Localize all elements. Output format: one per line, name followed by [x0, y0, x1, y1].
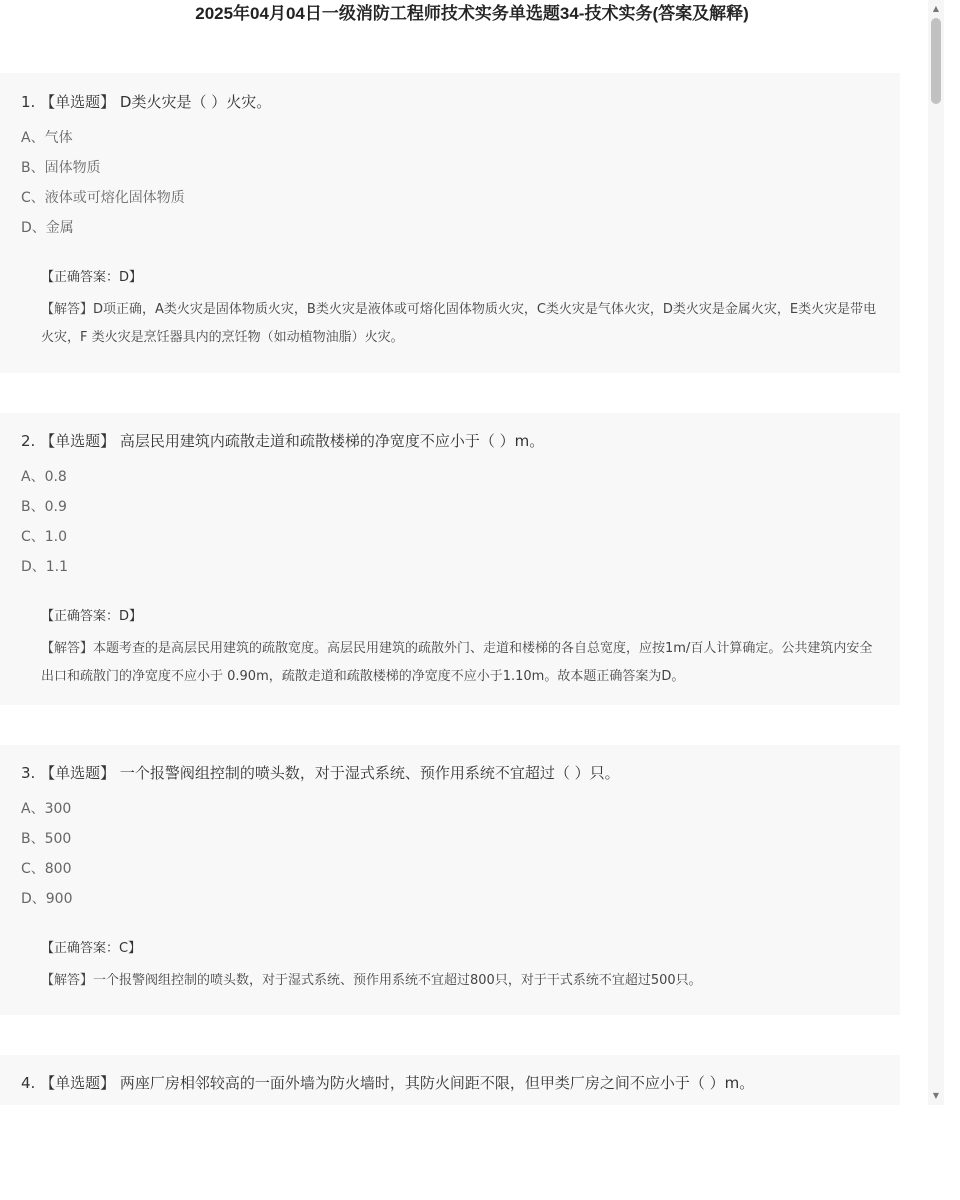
page-title: 2025年04月04日一级消防工程师技术实务单选题34-技术实务(答案及解释) [195, 4, 749, 23]
option-d: D、金属 [21, 220, 74, 236]
question-header [21, 1072, 754, 1093]
answer-explanation: 【解答】一个报警阀组控制的喷头数，对于湿式系统、预作用系统不宜超过800只，对于干式系统不宜超过500只。 [41, 973, 702, 988]
question-stem: 两座厂房相邻较高的一面外墙为防火墙时，其防火间距不限，但甲类厂房之间不应小于（ ）m。 [119, 1074, 755, 1092]
scroll-down-icon[interactable]: ▼ [932, 1091, 940, 1100]
question-type: 【单选题】 [40, 764, 116, 782]
option-b: B、500 [21, 831, 72, 847]
option-a: A、300 [21, 801, 72, 817]
option-c: C、液体或可熔化固体物质 [21, 190, 185, 206]
option-a: A、气体 [21, 130, 73, 146]
question-card-3 [0, 745, 900, 1015]
option-d: D、900 [21, 891, 73, 907]
correct-answer: 【正确答案：D】 [41, 270, 143, 285]
question-stem: 一个报警阀组控制的喷头数，对于湿式系统、预作用系统不宜超过（ ）只。 [119, 764, 620, 782]
question-type: 【单选题】 [40, 93, 116, 111]
question-number: 2. [21, 432, 36, 450]
option-a: A、0.8 [21, 469, 67, 485]
option-d: D、1.1 [21, 559, 69, 575]
scrollbar-thumb[interactable] [931, 18, 941, 104]
option-b: B、固体物质 [21, 160, 101, 176]
question-card-2 [0, 413, 900, 705]
vertical-scrollbar[interactable] [928, 0, 944, 1105]
question-card-1 [0, 73, 900, 373]
question-number: 4. [21, 1074, 36, 1092]
question-number: 3. [21, 764, 36, 782]
question-type: 【单选题】 [40, 1074, 116, 1092]
option-c: C、800 [21, 861, 72, 877]
correct-answer: 【正确答案：C】 [41, 941, 142, 956]
option-b: B、0.9 [21, 499, 67, 515]
correct-answer: 【正确答案：D】 [41, 609, 143, 624]
question-stem: 高层民用建筑内疏散走道和疏散楼梯的净宽度不应小于（ ）m。 [119, 432, 545, 450]
answer-explanation: 【解答】本题考查的是高层民用建筑的疏散宽度。高层民用建筑的疏散外门、走道和楼梯的各自总宽度，应按1m/百人计算确定。公共建筑内安全出口和疏散门的净宽度不应小于 0.90m，疏散走道和疏散楼梯的净宽度不应小于1.10m。故本题正确答案为D。 [41, 641, 873, 684]
question-card-4 [0, 1055, 900, 1105]
scroll-up-icon[interactable]: ▲ [932, 4, 940, 13]
option-c: C、1.0 [21, 529, 68, 545]
question-type: 【单选题】 [40, 432, 116, 450]
question-header [21, 430, 544, 451]
question-header [21, 91, 271, 112]
answer-explanation: 【解答】D项正确，A类火灾是固体物质火灾，B类火灾是液体或可熔化固体物质火灾，C类火灾是气体火灾，D类火灾是金属火灾，E类火灾是带电火灾，F 类火灾是烹饪器具内的烹饪物（如动植物油脂）火灾。 [41, 302, 877, 345]
question-stem: D类火灾是（ ）火灾。 [119, 93, 272, 111]
question-number: 1. [21, 93, 36, 111]
question-header [21, 762, 620, 783]
